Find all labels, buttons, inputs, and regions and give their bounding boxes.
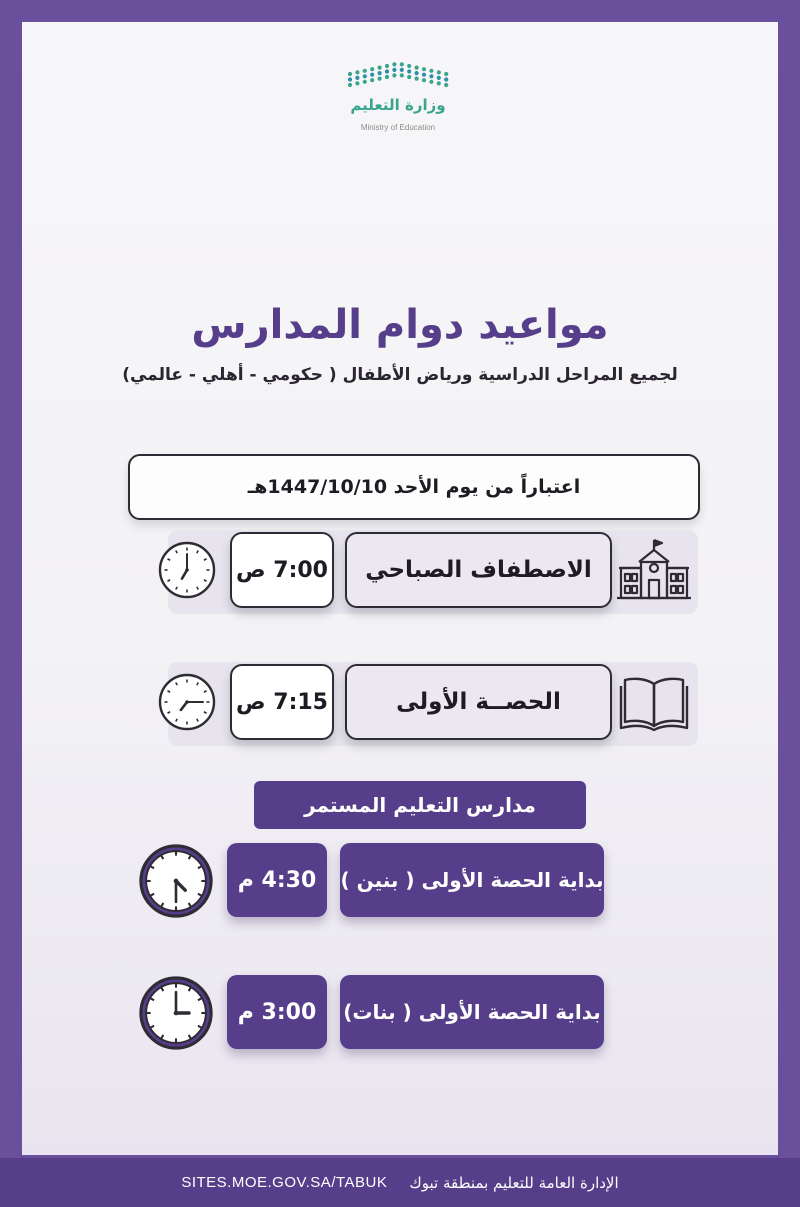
- boys-first-period-time-box: [227, 843, 327, 917]
- open-book-icon: [615, 668, 693, 738]
- boys-first-period-label-box: [340, 843, 604, 917]
- girls-first-period-time-box: [227, 975, 327, 1049]
- girls-first-period-label-box: [340, 975, 604, 1049]
- school-building-icon: [615, 536, 693, 606]
- girls-first-period-label: بداية الحصة الأولى ( بنات): [343, 1000, 601, 1024]
- clock-icon: [157, 540, 217, 600]
- ministry-logo: [346, 60, 450, 140]
- morning-assembly-time: 7:00 ص: [236, 557, 328, 583]
- continuing-education-heading: مدارس التعليم المستمر: [304, 793, 536, 817]
- page-title: مواعيد دوام المدارس: [191, 302, 609, 348]
- logo-dots-graphic: [346, 60, 450, 96]
- clock-icon: [137, 842, 215, 920]
- logo-english-text: Ministry of Education: [360, 123, 436, 132]
- first-period-label-box: [345, 664, 612, 740]
- effective-date-text: اعتباراً من يوم الأحد 1447/10/10هـ: [247, 476, 581, 498]
- first-period-time-box: [230, 664, 334, 740]
- logo-arabic-text: وزارة التعليم: [350, 96, 446, 114]
- clock-icon: [137, 974, 215, 1052]
- footer-url-link[interactable]: SITES.MOE.GOV.SA/TABUK: [181, 1174, 388, 1191]
- footer-department: الإدارة العامة للتعليم بمنطقة تبوك: [409, 1173, 619, 1192]
- morning-assembly-time-box: [230, 532, 334, 608]
- clock-icon: [157, 672, 217, 732]
- footer-bar: [0, 1158, 800, 1207]
- boys-first-period-time: 4:30 م: [237, 867, 317, 893]
- morning-assembly-label: الاصطفاف الصباحي: [365, 557, 592, 583]
- continuing-education-heading-bar: [254, 781, 586, 829]
- first-period-label: الحصــة الأولى: [396, 689, 561, 715]
- first-period-time: 7:15 ص: [236, 689, 328, 715]
- morning-assembly-label-box: [345, 532, 612, 608]
- effective-date-box: [128, 454, 700, 520]
- page-subtitle: لجميع المراحل الدراسية ورياض الأطفال ( حكومي - أهلي - عالمي): [122, 365, 678, 385]
- girls-first-period-time: 3:00 م: [237, 999, 317, 1025]
- boys-first-period-label: بداية الحصة الأولى ( بنين ): [340, 868, 604, 892]
